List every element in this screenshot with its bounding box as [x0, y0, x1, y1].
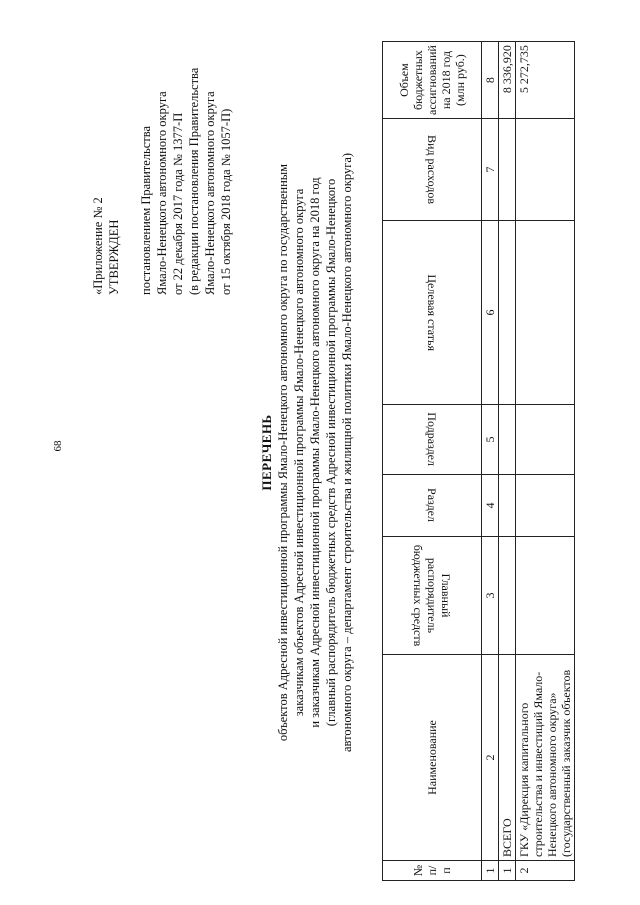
- row-name: ВСЕГО: [499, 655, 516, 861]
- row-budget-volume: 8 336,920: [499, 42, 516, 119]
- row-budget-manager: [516, 537, 575, 655]
- row-target-article: [516, 221, 575, 405]
- header-cell-text: Целевая статья: [425, 274, 439, 351]
- row-budget-volume: 5 272,735: [516, 42, 575, 119]
- row-subsection: [516, 405, 575, 475]
- header-line: «Приложение № 2: [91, 197, 105, 295]
- title-heading: ПЕРЕЧЕНЬ: [259, 414, 274, 491]
- header-cell-subsection: [383, 405, 482, 475]
- table-row: [499, 42, 516, 881]
- header-cell-expense-type: [383, 119, 482, 221]
- index-cell: 3: [482, 537, 499, 655]
- header-line: Ямало-Ненецкого автономного округа: [203, 91, 217, 295]
- row-number: 2: [516, 861, 575, 881]
- row-section: [499, 475, 516, 537]
- table-row: [516, 42, 575, 881]
- header-line: от 15 октября 2018 года № 1057-П): [219, 108, 233, 295]
- index-cell: 7: [482, 119, 499, 221]
- header-cell-text: Раздел: [425, 488, 439, 523]
- header-cell-number: № п/п: [383, 861, 482, 881]
- index-cell: 6: [482, 221, 499, 405]
- document-title: [258, 20, 355, 885]
- header-line: постановлением Правительства: [139, 125, 153, 295]
- header-cell-target-article: [383, 221, 482, 405]
- row-number: 1: [499, 861, 516, 881]
- header-cell-name: Наименование: [383, 655, 482, 861]
- header-spacer: [122, 5, 138, 295]
- column-index-row: [482, 42, 499, 881]
- index-cell: 1: [482, 861, 499, 881]
- header-cell-text: Подраздел: [425, 412, 439, 467]
- title-line: заказчикам объектов Адресной инвестиционной программы Ямало-Ненецкого автономного округа: [292, 188, 306, 717]
- header-cell-section: [383, 475, 482, 537]
- title-line: и заказчикам Адресной инвестиционной программы Ямало-Ненецкого автономного округа на 2018 год: [308, 177, 322, 728]
- objects-table: [382, 41, 575, 881]
- header-cell-text: Вид расходов: [425, 135, 439, 204]
- header-cell-text: Главный распорядитель бюджетных средств: [411, 544, 453, 647]
- row-expense-type: [499, 119, 516, 221]
- row-budget-manager: [499, 537, 516, 655]
- index-cell: 8: [482, 42, 499, 119]
- title-line: (главный распорядитель бюджетных средств Адресной инвестиционной программы Ямало-Ненецкого: [324, 178, 338, 727]
- row-target-article: [499, 221, 516, 405]
- row-section: [516, 475, 575, 537]
- header-cell-budget-manager: [383, 537, 482, 655]
- table-header-row: [383, 42, 482, 881]
- index-cell: 2: [482, 655, 499, 861]
- approval-header: [90, 5, 234, 295]
- header-line: от 22 декабря 2017 года № 1377-П: [171, 112, 185, 295]
- title-line: объектов Адресной инвестиционной программы Ямало-Ненецкого автономного округа по государственным: [276, 163, 290, 742]
- row-subsection: [499, 405, 516, 475]
- page-number: 68: [52, 440, 64, 452]
- header-cell-budget-volume: Объем бюджетных ассигнований на 2018 год (млн руб.): [383, 42, 482, 119]
- index-cell: 5: [482, 405, 499, 475]
- header-line: УТВЕРЖДЕН: [107, 219, 121, 295]
- index-cell: 4: [482, 475, 499, 537]
- header-line: Ямало-Ненецкого автономного округа: [155, 91, 169, 295]
- row-name: ГКУ «Дирекция капитального строительства и инвестиций Ямало-Ненецкого автономного округа» (государственный заказчик объектов: [516, 655, 575, 861]
- row-expense-type: [516, 119, 575, 221]
- header-line: (в редакции постановления Правительства: [187, 67, 201, 295]
- title-line: автономного округа – департамент строительства и жилищной политики Ямало-Ненецкого автономного округа): [340, 152, 354, 753]
